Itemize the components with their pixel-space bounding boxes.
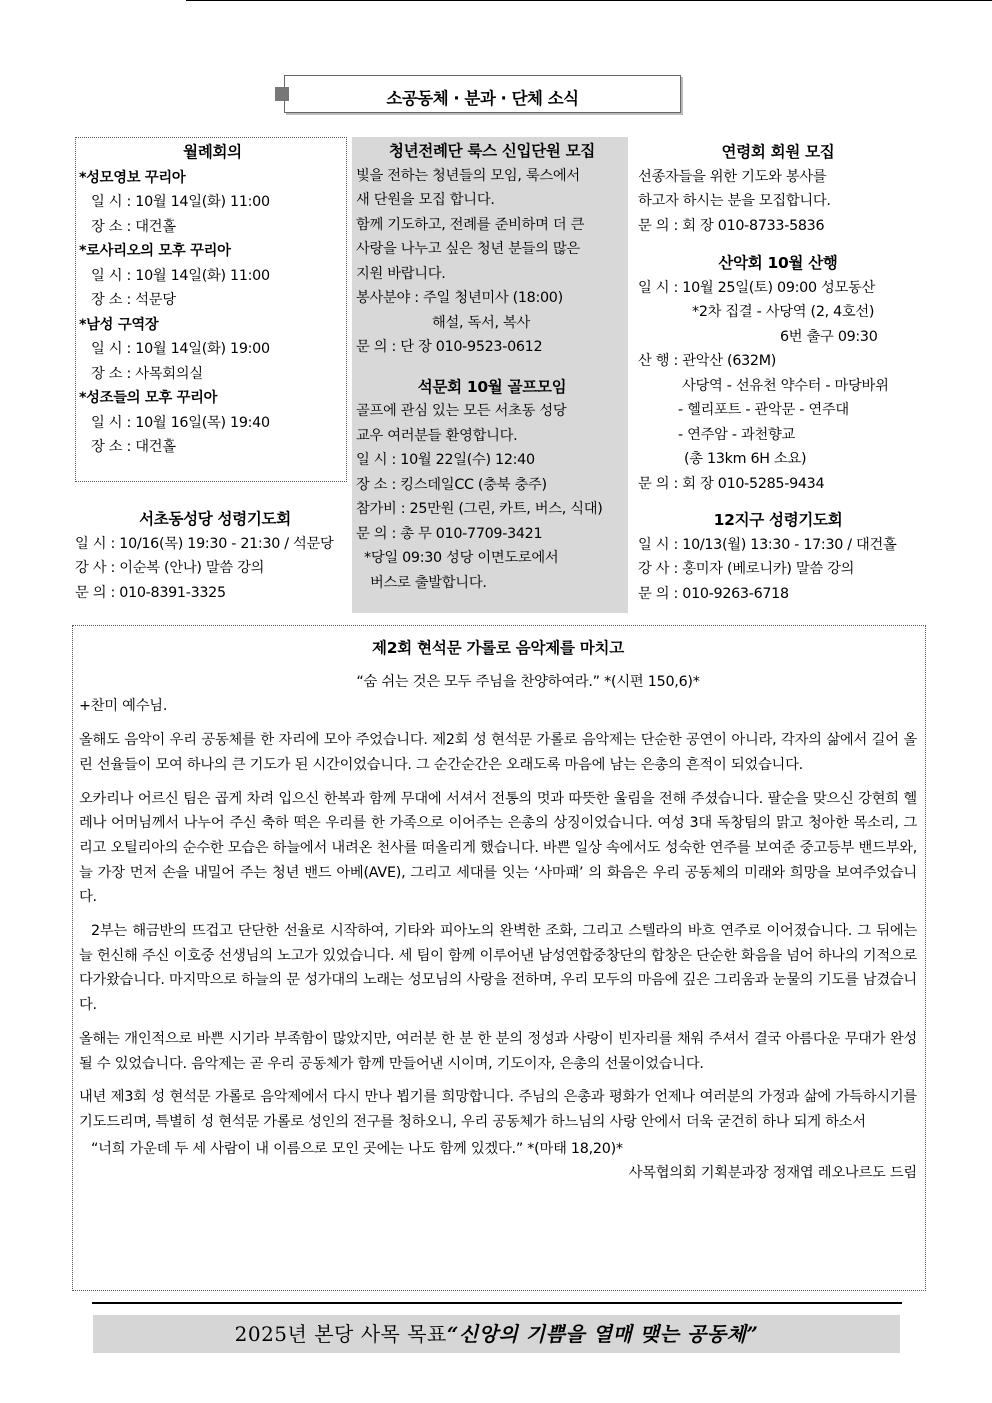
section-header: [284, 75, 681, 113]
lux-service-field: 봉사분야 : 주일 청년미사 (18:00): [356, 290, 563, 306]
prayer-meeting-line: 문 의 : 010-8391-3325: [75, 584, 226, 601]
golf-body-line: 문 의 : 총 무 010-7709-3421: [356, 525, 543, 542]
group-time: 일 시 : 10월 14일(화) 11:00: [91, 267, 270, 284]
group-place: 장 소 : 대건홀: [91, 439, 176, 455]
right-notice-column: [638, 140, 918, 606]
lux-body-line: 새 단원을 모집 합니다.: [356, 192, 495, 208]
group-time: 일 시 : 10월 16일(목) 19:40: [91, 414, 270, 431]
section-title: 소공동체 · 분과 · 단체 소식: [386, 89, 579, 108]
golf-body-line: 일 시 : 10월 22일(수) 12:40: [356, 452, 535, 468]
group-time: 일 시 : 10월 14일(화) 19:00: [91, 341, 270, 357]
funeral-body-line: 선종자들을 위한 기도와 봉사를: [638, 168, 827, 185]
prayer-meeting-title: 서초동성당 성령기도회: [139, 510, 291, 528]
essay-title: 제2회 현석문 가롤로 음악제를 마치고: [372, 639, 624, 657]
group-name: *성조들의 모후 꾸리아: [79, 390, 218, 406]
hiking-exit-time: 6번 출구 09:30: [780, 328, 878, 345]
essay-paragraph: 2부는 해금반의 뜨겁고 단단한 선율로 시작하여, 기타와 피아노의 완벽한 조화, 그리고 스텔라의 바흐 연주로 이어졌습니다. 그 뒤에는 늘 헌신해 주신 이호중 선생님의 노고가 있었습니다. 세 팀이 함께 이루어낸 남성연합중창단의 합창은 단순한 화음을 넘어 하나의 기적으로 다가왔습니다. 마지막으로 하늘의 문 성가대의 노래는 성모님의 사랑을 전하며, 우리 모두의 마음에 깊은 그리움과 눈물의 기도를 남겼습니다.: [79, 923, 917, 1014]
group-place: 장 소 : 대건홀: [91, 218, 176, 235]
essay-paragraph: 오카리나 어르신 팀은 곱게 차려 입으신 한복과 함께 무대에 서셔서 전통의 멋과 따뜻한 울림을 전해 주셨습니다. 팔순을 맞으신 강현희 헬레나 어머님께서 나누어 주신 축하 떡은 우리를 한 가족으로 이어주는 은총의 상징이었습니다. 여성 3대 독창팀의 맑고 청아한 목소리, 그리고 오틸리아의 순수한 모습은 하늘에서 내려온 천사를 떠올리게 했습니다. 바쁜 일상 속에서도 성숙한 연주를 보여준 중고등부 밴드부와, 늘 가장 먼저 손을 내밀어 주는 청년 밴드 아베(AVE), 그리고 세대를 잇는 ‘사마패’ 의 화음은 우리 공동체의 미래와 희망을 보여주었습니다.: [79, 790, 917, 906]
group-name: *성모영보 꾸리아: [79, 169, 186, 186]
essay-closing-quote: “너희 가운데 두 세 사람이 내 이름으로 모인 곳에는 나도 함께 있겠다.” *(마태 18,20)*: [91, 1140, 623, 1157]
district-prayer-title: 12지구 성령기도회: [713, 511, 843, 529]
golf-body-line: 참가비 : 25만원 (그린, 카트, 버스, 식대): [356, 501, 603, 517]
group-name: *로사리오의 모후 꾸리아: [79, 243, 231, 259]
golf-note: *당일 09:30 성당 이면도로에서: [364, 550, 559, 566]
prayer-meeting-section: [75, 507, 355, 605]
lux-service-roles: 해설, 독서, 복사: [432, 314, 531, 331]
district-prayer-line: 강 사 : 홍미자 (베로니카) 말씀 강의: [638, 561, 855, 577]
hiking-route-line: - 헬리포트 - 관악문 - 연주대: [678, 402, 849, 418]
golf-body-line: 장 소 : 킹스데일CC (충북 충주): [356, 476, 547, 493]
group-place: 장 소 : 사목회의실: [91, 365, 203, 382]
hiking-second-meet: *2차 집결 - 사당역 (2, 4호선): [692, 304, 875, 320]
prayer-meeting-line: 일 시 : 10/16(목) 19:30 - 21:30 / 석문당: [75, 535, 334, 552]
lux-body-line: 사랑을 나누고 싶은 청년 분들의 많은: [356, 241, 580, 257]
golf-note: 버스로 출발합니다.: [370, 574, 487, 591]
essay-opening-quote: “숨 쉬는 것은 모두 주님을 찬양하여라.” *(시편 150,6)*: [356, 673, 700, 690]
funeral-society-title: 연령회 회원 모집: [721, 143, 835, 161]
footer-prefix: 2025년 본당 사목 목표: [234, 1322, 447, 1346]
golf-body-line: 교우 여러분들 환영합니다.: [356, 427, 518, 444]
bottom-rule: [92, 1302, 902, 1304]
hiking-route-line: - 연주암 - 과천향교: [678, 426, 796, 443]
top-rule: [186, 0, 992, 1]
essay-paragraph: 올해는 개인적으로 바쁜 시기라 부족함이 많았지만, 여러분 한 분 한 분의 정성과 사랑이 빈자리를 채워 주셔서 결국 아름다운 무대가 완성될 수 있었습니다. 음악제는 곧 우리 공동체가 함께 만들어낸 시이며, 기도이자, 은총의 선물이었습니다.: [79, 1030, 917, 1072]
hiking-club-title: 산악회 10월 산행: [718, 254, 838, 272]
hiking-contact: 문 의 : 회 장 010-5285-9434: [638, 475, 825, 492]
lux-contact: 문 의 : 단 장 010-9523-0612: [356, 339, 543, 355]
essay-signature: 사목협의회 기획분과장 정재엽 레오나르도 드림: [628, 1165, 917, 1182]
golf-body-line: 골프에 관심 있는 모든 서초동 성당: [356, 403, 567, 419]
music-festival-essay: [72, 625, 926, 1291]
hiking-route-line: (총 13km 6H 소요): [684, 451, 807, 467]
essay-paragraph: 올해도 음악이 우리 공동체를 한 자리에 모아 주었습니다. 제2회 성 현석문 가롤로 음악제는 단순한 공연이 아니라, 각자의 삶에서 길어 올린 선율들이 모여 하나의 큰 기도가 된 시간이었습니다. 그 순간순간은 오래도록 마음에 남는 은총의 흔적이 되었습니다.: [79, 732, 917, 773]
golf-meeting-title: 석문회 10월 골프모임: [417, 377, 567, 396]
funeral-contact: 문 의 : 회 장 010-8733-5836: [638, 217, 825, 234]
hiking-route-line: 사당역 - 선유천 약수터 - 마당바위: [682, 377, 889, 394]
lux-recruit-title: 청년전례단 룩스 신입단원 모집: [388, 142, 596, 160]
footer-slogan: “신앙의 기쁨을 열매 맺는 공동체”: [446, 1322, 759, 1346]
essay-greeting: +찬미 예수님.: [79, 698, 168, 715]
lux-body-line: 함께 기도하고, 전례를 준비하며 더 큰: [356, 216, 585, 233]
monthly-meetings-title: 월례회의: [183, 143, 242, 161]
group-time: 일 시 : 10월 14일(화) 11:00: [91, 194, 270, 210]
district-prayer-line: 일 시 : 10/13(월) 13:30 - 17:30 / 대건홀: [638, 536, 897, 553]
monthly-meetings-box: [75, 137, 347, 482]
group-name: *남성 구역장: [79, 316, 159, 333]
funeral-body-line: 하고자 하시는 분을 모집합니다.: [638, 193, 831, 209]
lux-body-line: 지원 바랍니다.: [356, 265, 446, 282]
hiking-route-start: 산 행 : 관악산 (632M): [638, 353, 777, 369]
group-place: 장 소 : 석문당: [91, 292, 176, 308]
hiking-time: 일 시 : 10월 25일(토) 09:00 성모동산: [638, 279, 876, 296]
essay-paragraph: 내년 제3회 성 현석문 가롤로 음악제에서 다시 만나 뵙기를 희망합니다. 주님의 은총과 평화가 언제나 여러분의 가정과 삶에 가득하시기를 기도드리며, 특별히 성 현석문 가롤로 성인의 전구를 청하오니, 우리 공동체가 하느님의 사랑 안에서 더욱 굳건히 하나 되게 하소서: [79, 1089, 917, 1130]
pastoral-goal-banner: [93, 1315, 900, 1353]
lux-body-line: 빛을 전하는 청년들의 모임, 룩스에서: [356, 167, 580, 184]
prayer-meeting-line: 강 사 : 이순복 (안나) 말씀 강의: [75, 560, 265, 576]
district-prayer-line: 문 의 : 010-9263-6718: [638, 585, 789, 602]
middle-notice-box: [352, 137, 628, 613]
